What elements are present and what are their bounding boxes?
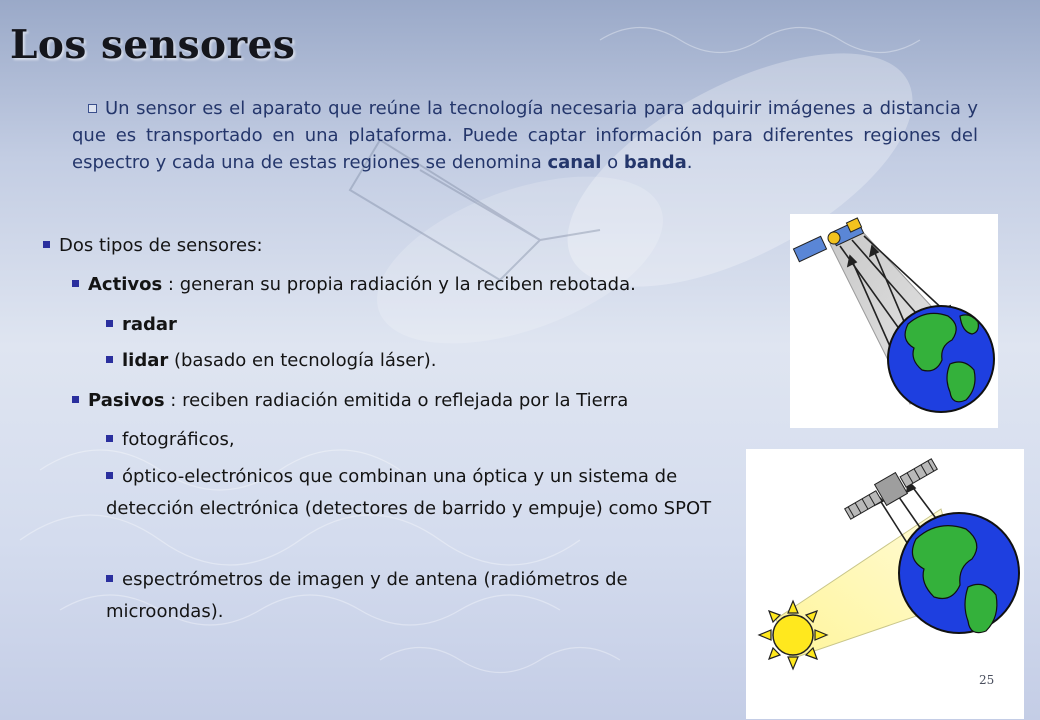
bullet-square-icon [106,320,113,327]
bullet-main [43,231,263,261]
bullet-radar-term: radar [122,314,177,335]
bullet-spectrometers [106,564,738,628]
bullet-lidar-term: lidar [122,350,169,371]
bullet-lidar-text: (basado en tecnología láser). [168,350,437,371]
intro-end: . [686,152,693,173]
bullet-optical [106,461,738,525]
bullet-passive-term: Pasivos [88,390,165,411]
intro-term-banda: banda [623,152,687,173]
bullet-passive-text: : reciben radiación emitida o reflejada por la Tierra [164,390,629,411]
satellite-icon [842,454,941,525]
bullet-active-term: Activos [88,274,163,295]
bullet-active-text: : generan su propia radiación y la reciben rebotada. [162,274,636,295]
bullet-lidar [106,346,437,376]
intro-lead-text: Un sensor es el aparato que reúne la tecnología necesaria para adquirir imágenes a distancia y que es transportado en una plataforma. Puede captar información para diferentes regiones del espectro y cada una de estas regiones se denomina [72,98,978,173]
intro-joiner: o [601,152,624,173]
bullet-square-icon [106,472,113,479]
slide-title: Los sensores [10,22,296,68]
bullet-photographic-text: fotográficos, [122,429,235,450]
bullet-square-icon [106,435,113,442]
bullet-square-icon [72,280,79,287]
bullet-spectrometers-text: espectrómetros de imagen y de antena (radiómetros de microondas). [106,569,628,622]
bullet-passive [72,386,628,416]
bullet-optical-text: óptico-electrónicos que combinan una óptica y un sistema de detección electrónica (detectores de barrido y empuje) como SPOT [106,466,712,519]
bullet-main-text: Dos tipos de sensores: [59,235,263,256]
sun-icon [759,601,827,669]
intro-paragraph [72,95,978,176]
bullet-square-icon [106,356,113,363]
bullet-photographic [106,425,235,455]
bullet-radar [106,310,177,340]
bullet-square-icon [72,396,79,403]
active-sensor-illustration [790,214,998,428]
bullet-square-icon [106,575,113,582]
bullet-square-icon [43,241,50,248]
page-number: 25 [979,673,995,687]
bullet-square-icon [88,104,97,113]
bullet-active [72,270,636,300]
intro-term-canal: canal [547,152,602,173]
